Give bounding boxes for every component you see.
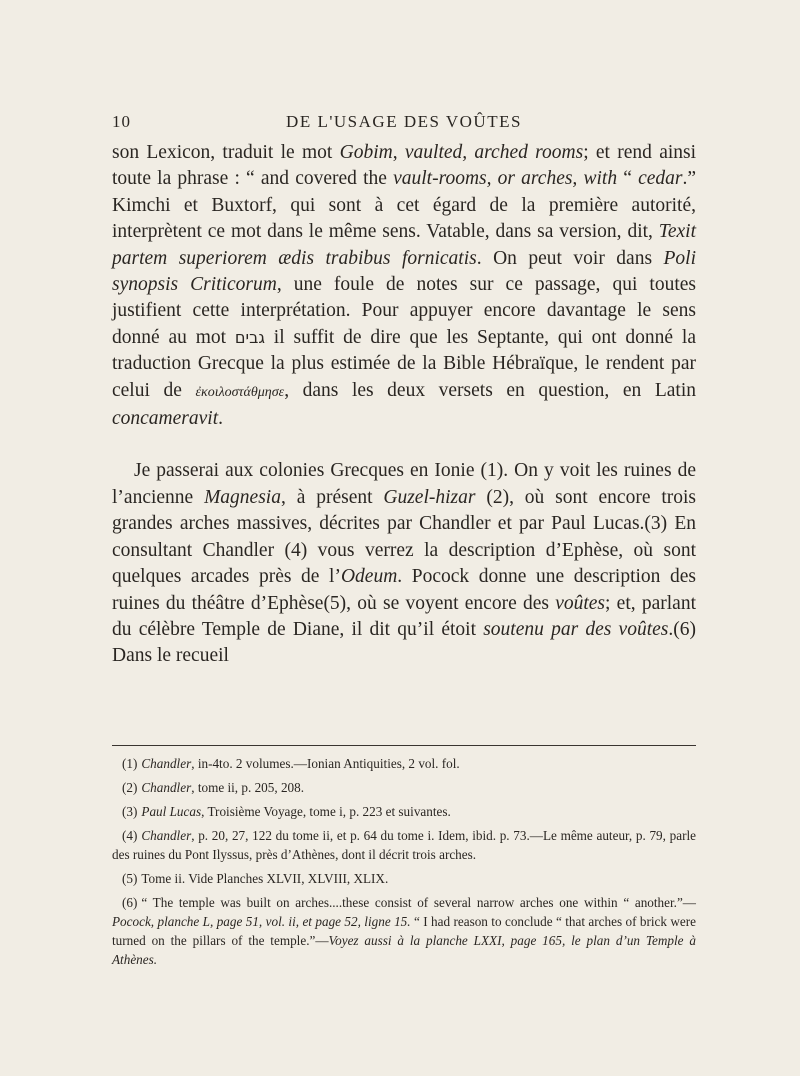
paragraph-continued: son Lexicon, traduit le mot Gobim, vaulted, arched rooms; et rend ainsi toute la phrase : “ and covered the vault-rooms, or arches, with “ cedar.” Kimchi et Buxtorf, qui sont à cet égard de la première autorité, interprètent ce mot dans le même sens. Vatable, dans sa version, dit, Texit partem superiorem ædis trabibus fornicatis. On peut voir dans Poli synopsis Criticorum, une foule de notes sur ce passage, qui toutes justifient cette interprétation. Pour appuyer encore davantage le sens donné au mot גבים il suffit de dire que les Septante, qui ont donné la traduction Grecque la plus estimée de la Bible Hébraïque, le rendent par celui de ἐκοιλοστάθμησε, dans les deux versets en question, en Latin concameravit. (112, 142, 697, 430)
greek-word: ἐκοιλοστάθμησε (195, 384, 285, 400)
footnote: (4) Chandler, p. 20, 27, 122 du tome ii, et p. 64 du tome i. Idem, ibid. p. 73.—Le même auteur, p. 79, parle des ruines du Pont Ilyssus, près d’Athènes, dont il décrit trois arches. (112, 828, 696, 862)
page-header (112, 112, 696, 138)
footnote: (6) “ The temple was built on arches....these consist of several narrow arches one within “ another.”—Pocock, planche L, page 51, vol. ii, et page 52, ligne 15. “ I had reason to conclude “ that arches of brick were turned on the pillars of the temple.”—Voyez aussi à la planche LXXI, page 165, le plan d’un Temple à Athènes. (112, 895, 696, 967)
footnote-rule (112, 745, 696, 746)
page-number: 10 (112, 112, 131, 131)
footnote: (2) Chandler, tome ii, p. 205, 208. (122, 780, 305, 795)
footnotes (112, 754, 696, 974)
hebrew-word: גבים (234, 327, 265, 347)
footnote: (1) Chandler, in-4to. 2 volumes.—Ionian Antiquities, 2 vol. fol. (122, 756, 460, 771)
footnote: (3) Paul Lucas, Troisième Voyage, tome i, p. 223 et suivantes. (122, 804, 451, 819)
footnote: (5) Tome ii. Vide Planches XLVII, XLVIII, XLIX. (122, 871, 389, 886)
main-text (112, 140, 696, 670)
running-title: DE L'USAGE DES VOÛTES (286, 112, 522, 131)
paragraph-ionie: Je passerai aux colonies Grecques en Ionie (1). On y voit les ruines de l’ancienne Magnesia, à présent Guzel-hizar (2), où sont encore trois grandes arches massives, décrites par Chandler et par Paul Lucas.(3) En consultant Chandler (4) vous verrez la description d’Ephèse, où sont quelques arcades près de l’Odeum. Pocock donne une description des ruines du théâtre d’Ephèse(5), où se voyent encore des voûtes; et, parlant du célèbre Temple de Diane, il dit qu’il étoit soutenu par des voûtes.(6) Dans le recueil (112, 460, 697, 667)
